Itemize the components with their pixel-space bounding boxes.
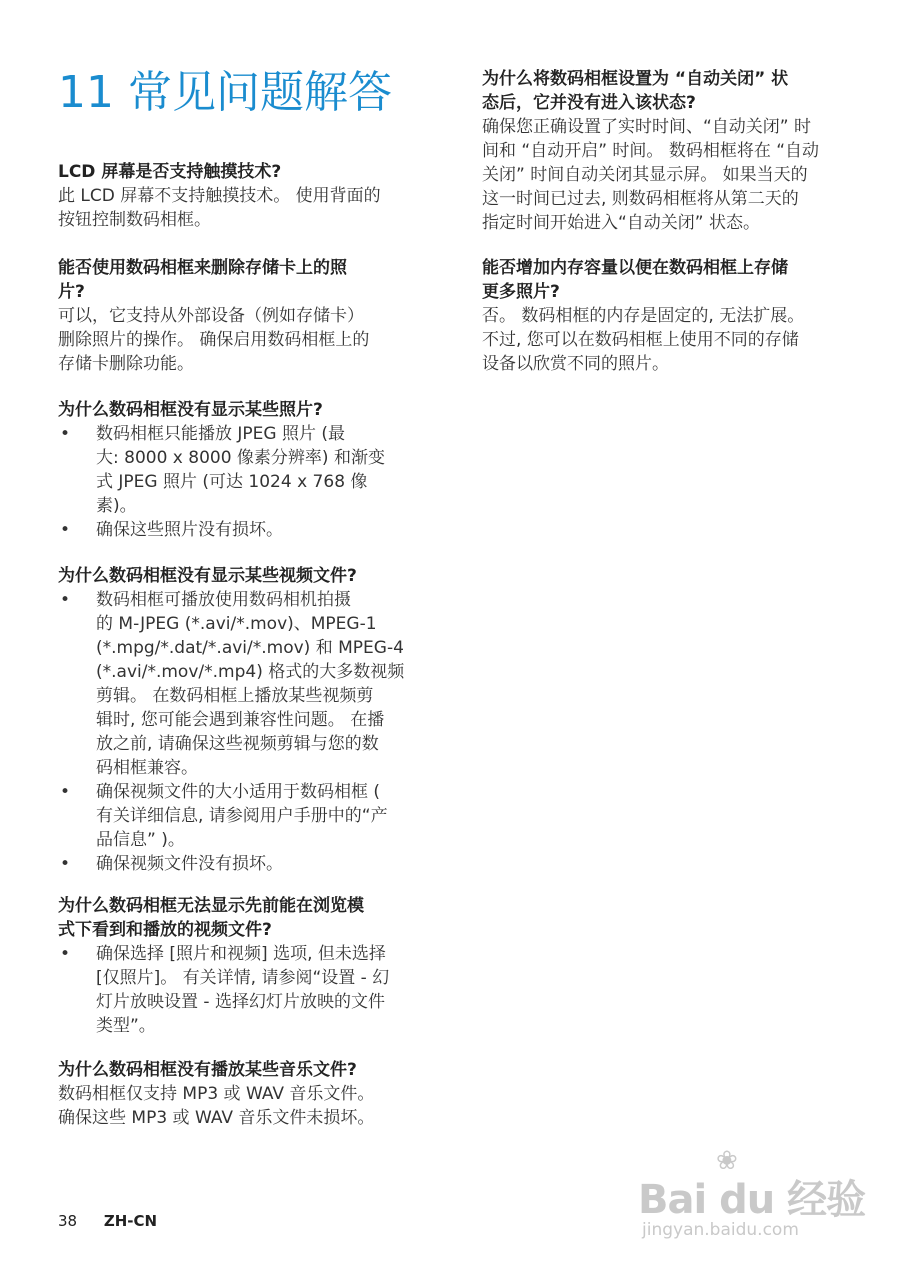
- answer-line: 此 LCD 屏幕不支持触摸技术。 使用背面的: [58, 186, 381, 206]
- bullet-icon: •: [60, 590, 71, 610]
- list-item: [58, 852, 426, 876]
- answer-line: 不过, 您可以在数码相框上使用不同的存储: [482, 330, 799, 350]
- answer-line: 确保这些 MP3 或 WAV 音乐文件未损坏。: [58, 1108, 375, 1128]
- answer-line: 否。 数码相框的内存是固定的, 无法扩展。: [482, 306, 805, 326]
- list-item-line: 式 JPEG 照片 (可达 1024 x 768 像: [96, 472, 368, 492]
- list-item-line: 类型”。: [96, 1016, 156, 1036]
- answer-line: 关闭” 时间自动关闭其显示屏。 如果当天的: [482, 165, 808, 185]
- question-line: 态后，它并没有进入该状态?: [482, 93, 696, 113]
- list-item-line: 码相框兼容。: [96, 758, 198, 778]
- bullet-list: [58, 942, 426, 1038]
- page-title: 11 常见问题解答: [58, 67, 392, 118]
- list-item-line: 辑时, 您可能会遇到兼容性问题。 在播: [96, 710, 385, 730]
- list-item: [58, 518, 426, 542]
- list-item: [58, 780, 426, 852]
- baidu-watermark: [638, 1148, 868, 1248]
- list-item-line: 数码相框可播放使用数码相机拍摄: [96, 590, 351, 610]
- answer-line: 按钮控制数码相框。: [58, 210, 211, 230]
- answer-line: 设备以欣赏不同的照片。: [482, 354, 669, 374]
- faq-photos-not-shown: [58, 398, 426, 542]
- list-item-line: [仅照片]。 有关详情, 请参阅“设置 - 幻: [96, 968, 390, 988]
- list-item-line: 确保视频文件的大小适用于数码相框 (: [96, 782, 381, 802]
- question: 为什么数码相框没有显示某些照片?: [58, 400, 323, 420]
- faq-music-not-played: [58, 1058, 426, 1130]
- list-item-line: (*.mpg/*.dat/*.avi/*.mov) 和 MPEG-4: [96, 638, 404, 658]
- language-code: ZH-CN: [103, 1212, 158, 1230]
- answer-line: 这一时间已过去, 则数码相框将从第二天的: [482, 189, 799, 209]
- bullet-icon: •: [60, 782, 71, 802]
- bullet-list: [58, 422, 426, 542]
- bullet-icon: •: [60, 944, 71, 964]
- faq-videos-not-shown: [58, 564, 426, 876]
- question: 为什么数码相框没有播放某些音乐文件?: [58, 1060, 357, 1080]
- watermark-url: jingyan.baidu.com: [642, 1220, 799, 1240]
- question-line: 能否使用数码相框来删除存储卡上的照: [58, 258, 347, 278]
- bullet-icon: •: [60, 520, 71, 540]
- question-line: 式下看到和播放的视频文件?: [58, 920, 272, 940]
- faq-auto-off: [482, 67, 848, 235]
- answer-line: 存储卡删除功能。: [58, 354, 194, 374]
- answer-line: 删除照片的操作。 确保启用数码相框上的: [58, 330, 370, 350]
- list-item-line: 放之前, 请确保这些视频剪辑与您的数: [96, 734, 379, 754]
- list-item-line: 大: 8000 x 8000 像素分辨率) 和渐变: [96, 448, 385, 468]
- faq-delete-photos: [58, 256, 426, 376]
- bullet-list: [58, 588, 426, 876]
- question-line: 为什么将数码相框设置为 “自动关闭” 状: [482, 69, 789, 89]
- list-item-line: 素)。: [96, 496, 137, 516]
- list-item-line: 确保这些照片没有损坏。: [96, 520, 283, 540]
- question-line: 更多照片?: [482, 282, 560, 302]
- question-line: 能否增加内存容量以便在数码相框上存储: [482, 258, 788, 278]
- answer-line: 可以，它支持从外部设备（例如存储卡）: [58, 306, 364, 326]
- list-item-line: 数码相框只能播放 JPEG 照片 (最: [96, 424, 346, 444]
- list-item-line: (*.avi/*.mov/*.mp4) 格式的大多数视频: [96, 662, 405, 682]
- page-number: 38: [58, 1212, 78, 1230]
- faq-increase-memory: [482, 256, 848, 376]
- question-line: 片?: [58, 282, 85, 302]
- question: LCD 屏幕是否支持触摸技术?: [58, 162, 282, 182]
- faq-touch-support: [58, 160, 426, 232]
- list-item: [58, 942, 426, 1038]
- list-item-line: 剪辑。 在数码相框上播放某些视频剪: [96, 686, 374, 706]
- watermark-logo: Bai du 经验: [638, 1177, 866, 1223]
- answer-line: 数码相框仅支持 MP3 或 WAV 音乐文件。: [58, 1084, 375, 1104]
- answer-line: 确保您正确设置了实时时间、“自动关闭” 时: [482, 117, 812, 137]
- list-item-line: 确保选择 [照片和视频] 选项, 但未选择: [96, 944, 386, 964]
- bullet-icon: •: [60, 854, 71, 874]
- answer-line: 间和 “自动开启” 时间。 数码相框将在 “自动: [482, 141, 820, 161]
- answer-line: 指定时间开始进入“自动关闭” 状态。: [482, 213, 761, 233]
- list-item-line: 灯片放映设置 - 选择幻灯片放映的文件: [96, 992, 385, 1012]
- list-item-line: 的 M-JPEG (*.avi/*.mov)、MPEG-1: [96, 614, 377, 634]
- list-item-line: 品信息” )。: [96, 830, 185, 850]
- bullet-icon: •: [60, 424, 71, 444]
- page-footer: [58, 1212, 157, 1230]
- list-item: [58, 588, 426, 780]
- list-item: [58, 422, 426, 518]
- question-line: 为什么数码相框无法显示先前能在浏览模: [58, 896, 364, 916]
- list-item-line: 有关详细信息, 请参阅用户手册中的“产: [96, 806, 388, 826]
- question: 为什么数码相框没有显示某些视频文件?: [58, 566, 357, 586]
- faq-browse-mode-videos: [58, 894, 426, 1038]
- paw-icon: ❀: [716, 1146, 738, 1176]
- list-item-line: 确保视频文件没有损坏。: [96, 854, 283, 874]
